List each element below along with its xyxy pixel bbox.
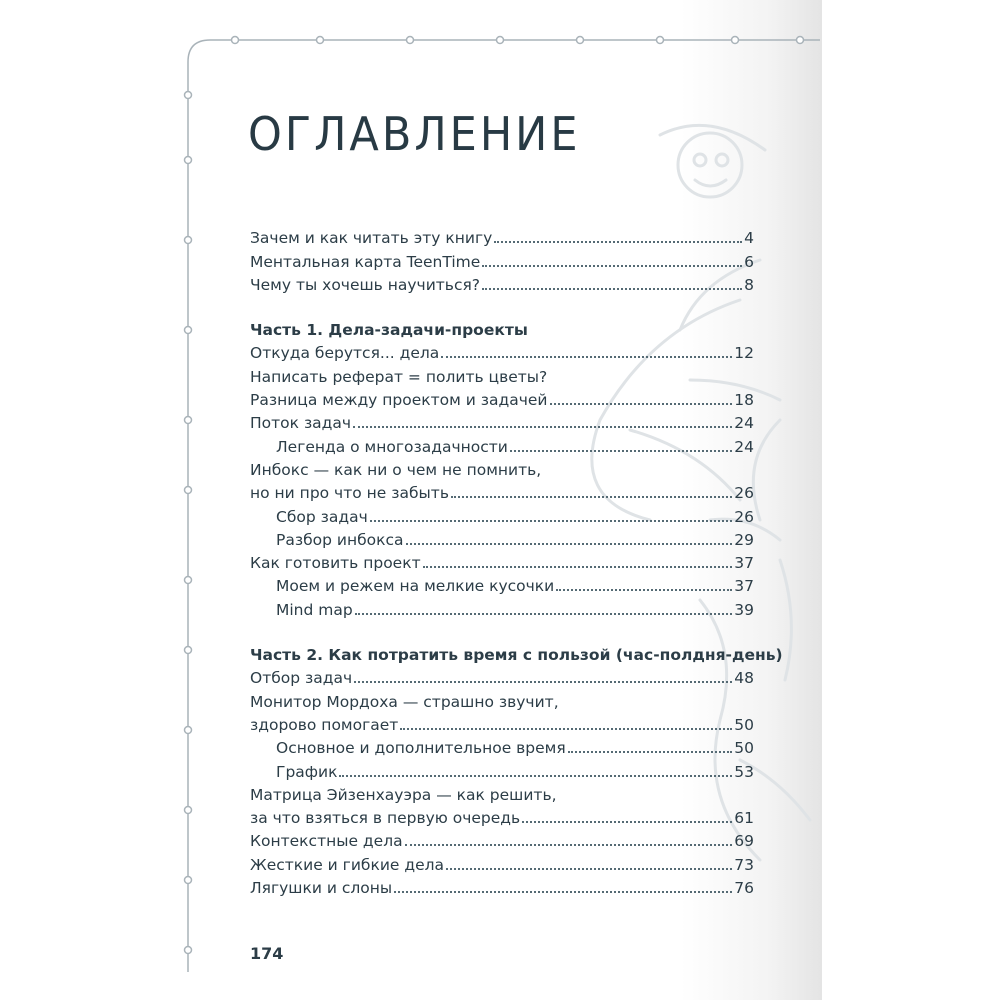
toc-entry-page: 8 [744,275,754,294]
dot-leader [400,728,732,730]
toc-entry [250,272,754,295]
book-page [180,0,822,1000]
toc-entry-title: Легенда о многозадачности [276,437,508,456]
dot-leader [482,288,742,290]
dot-leader [556,589,732,591]
toc-entry-page: 50 [734,715,754,734]
toc-entry [250,550,754,573]
toc-entry [250,782,754,805]
toc-entry-page: 29 [734,530,754,549]
toc-entry-page: 69 [734,832,754,851]
toc-intro-section [250,225,754,295]
toc-entry-page: 73 [734,855,754,874]
toc-entry-page: 18 [734,391,754,410]
toc-entry-title: Чему ты хочешь научиться? [250,275,481,294]
toc-entry [250,433,754,456]
dot-leader [370,520,733,522]
part-heading: Часть 1. Дела-задачи-проекты [250,321,528,340]
toc-entry-page: 12 [734,344,754,363]
toc-entry-page: 76 [734,879,754,898]
toc-entry-title: но ни про что не забыть [250,484,449,503]
toc-entry [250,503,754,526]
dot-leader [423,566,733,568]
toc-entry [250,248,754,271]
toc-entry-title: Матрица Эйзенхауэра — как решить, [250,785,557,804]
page-title: ОГЛАВЛЕНИЕ [248,108,581,162]
toc-entry-title: Разбор инбокса [276,530,404,549]
toc-entry-title: Поток задач [250,414,352,433]
toc-entry [250,758,754,781]
toc-entry-page: 61 [734,809,754,828]
toc-entry-page: 6 [744,252,754,271]
toc-entry-title: Написать реферат = полить цветы? [250,367,548,386]
toc-entry-page: 4 [744,229,754,248]
table-of-contents [250,225,783,898]
dot-leader [482,265,742,267]
toc-entry-title: Сбор задач [276,507,368,526]
toc-entry [250,363,754,386]
toc-entry-title: Ментальная карта TeenTime [250,252,481,271]
dot-leader [355,613,733,615]
dot-leader [451,496,732,498]
toc-entry-page: 26 [734,507,754,526]
toc-entry [250,665,754,688]
toc-entry [250,410,754,433]
toc-entry-page: 53 [734,762,754,781]
toc-entry-page: 37 [734,554,754,573]
dot-leader [568,751,733,753]
toc-entry [250,387,754,410]
toc-entry [250,688,754,711]
dot-leader [354,681,732,683]
toc-entry-page: 48 [734,669,754,688]
dot-leader [550,403,733,405]
toc-entry-title: Моем и режем на мелкие кусочки [276,577,555,596]
toc-entry-title: Отбор задач [250,669,353,688]
toc-entry-title: Контекстные дела [250,832,403,851]
toc-entry-title: Инбокс — как ни о чем не помнить, [250,460,542,479]
toc-entry-title: Основное и дополнительное время [276,739,566,758]
toc-entry [250,596,754,619]
toc-entry [250,340,754,363]
toc-entry [250,457,754,480]
dot-leader [510,450,732,452]
dot-leader [339,775,732,777]
page-number: 174 [250,944,284,963]
toc-part2-section [250,665,754,898]
dot-leader [446,868,732,870]
dot-leader [353,426,732,428]
toc-entry [250,875,754,898]
toc-entry-title: Монитор Мордоха — страшно звучит, [250,692,559,711]
dot-leader [394,891,732,893]
dot-leader [441,356,732,358]
toc-entry [250,225,754,248]
toc-entry-title: Зачем и как читать эту книгу [250,229,493,248]
toc-entry [250,527,754,550]
dot-leader [406,543,733,545]
toc-entry-title: Разница между проектом и задачей [250,391,548,410]
toc-entry-title: за что взяться в первую очередь [250,809,521,828]
toc-entry-title: Жесткие и гибкие дела [250,855,445,874]
toc-entry-title: Mind map [276,600,353,619]
toc-entry-title: Как готовить проект [250,554,421,573]
toc-entry [250,480,754,503]
toc-entry-page: 50 [734,739,754,758]
toc-entry-page: 26 [734,484,754,503]
dot-leader [494,241,742,243]
toc-entry-title: График [276,762,338,781]
toc-entry [250,828,754,851]
toc-entry-page: 24 [734,414,754,433]
dot-leader [405,844,733,846]
toc-entry-title: здорово помогает [250,715,399,734]
toc-entry-page: 39 [734,600,754,619]
toc-part1-section [250,340,754,620]
toc-entry [250,851,754,874]
toc-entry [250,712,754,735]
toc-entry [250,573,754,596]
dot-leader [522,821,732,823]
part-heading: Часть 2. Как потратить время с пользой (час-полдня-день) [250,646,783,665]
toc-entry-page: 37 [734,577,754,596]
toc-entry [250,735,754,758]
toc-entry-page: 24 [734,437,754,456]
toc-entry-title: Откуда берутся... дела [250,344,440,363]
toc-entry [250,805,754,828]
toc-entry-title: Лягушки и слоны [250,879,393,898]
